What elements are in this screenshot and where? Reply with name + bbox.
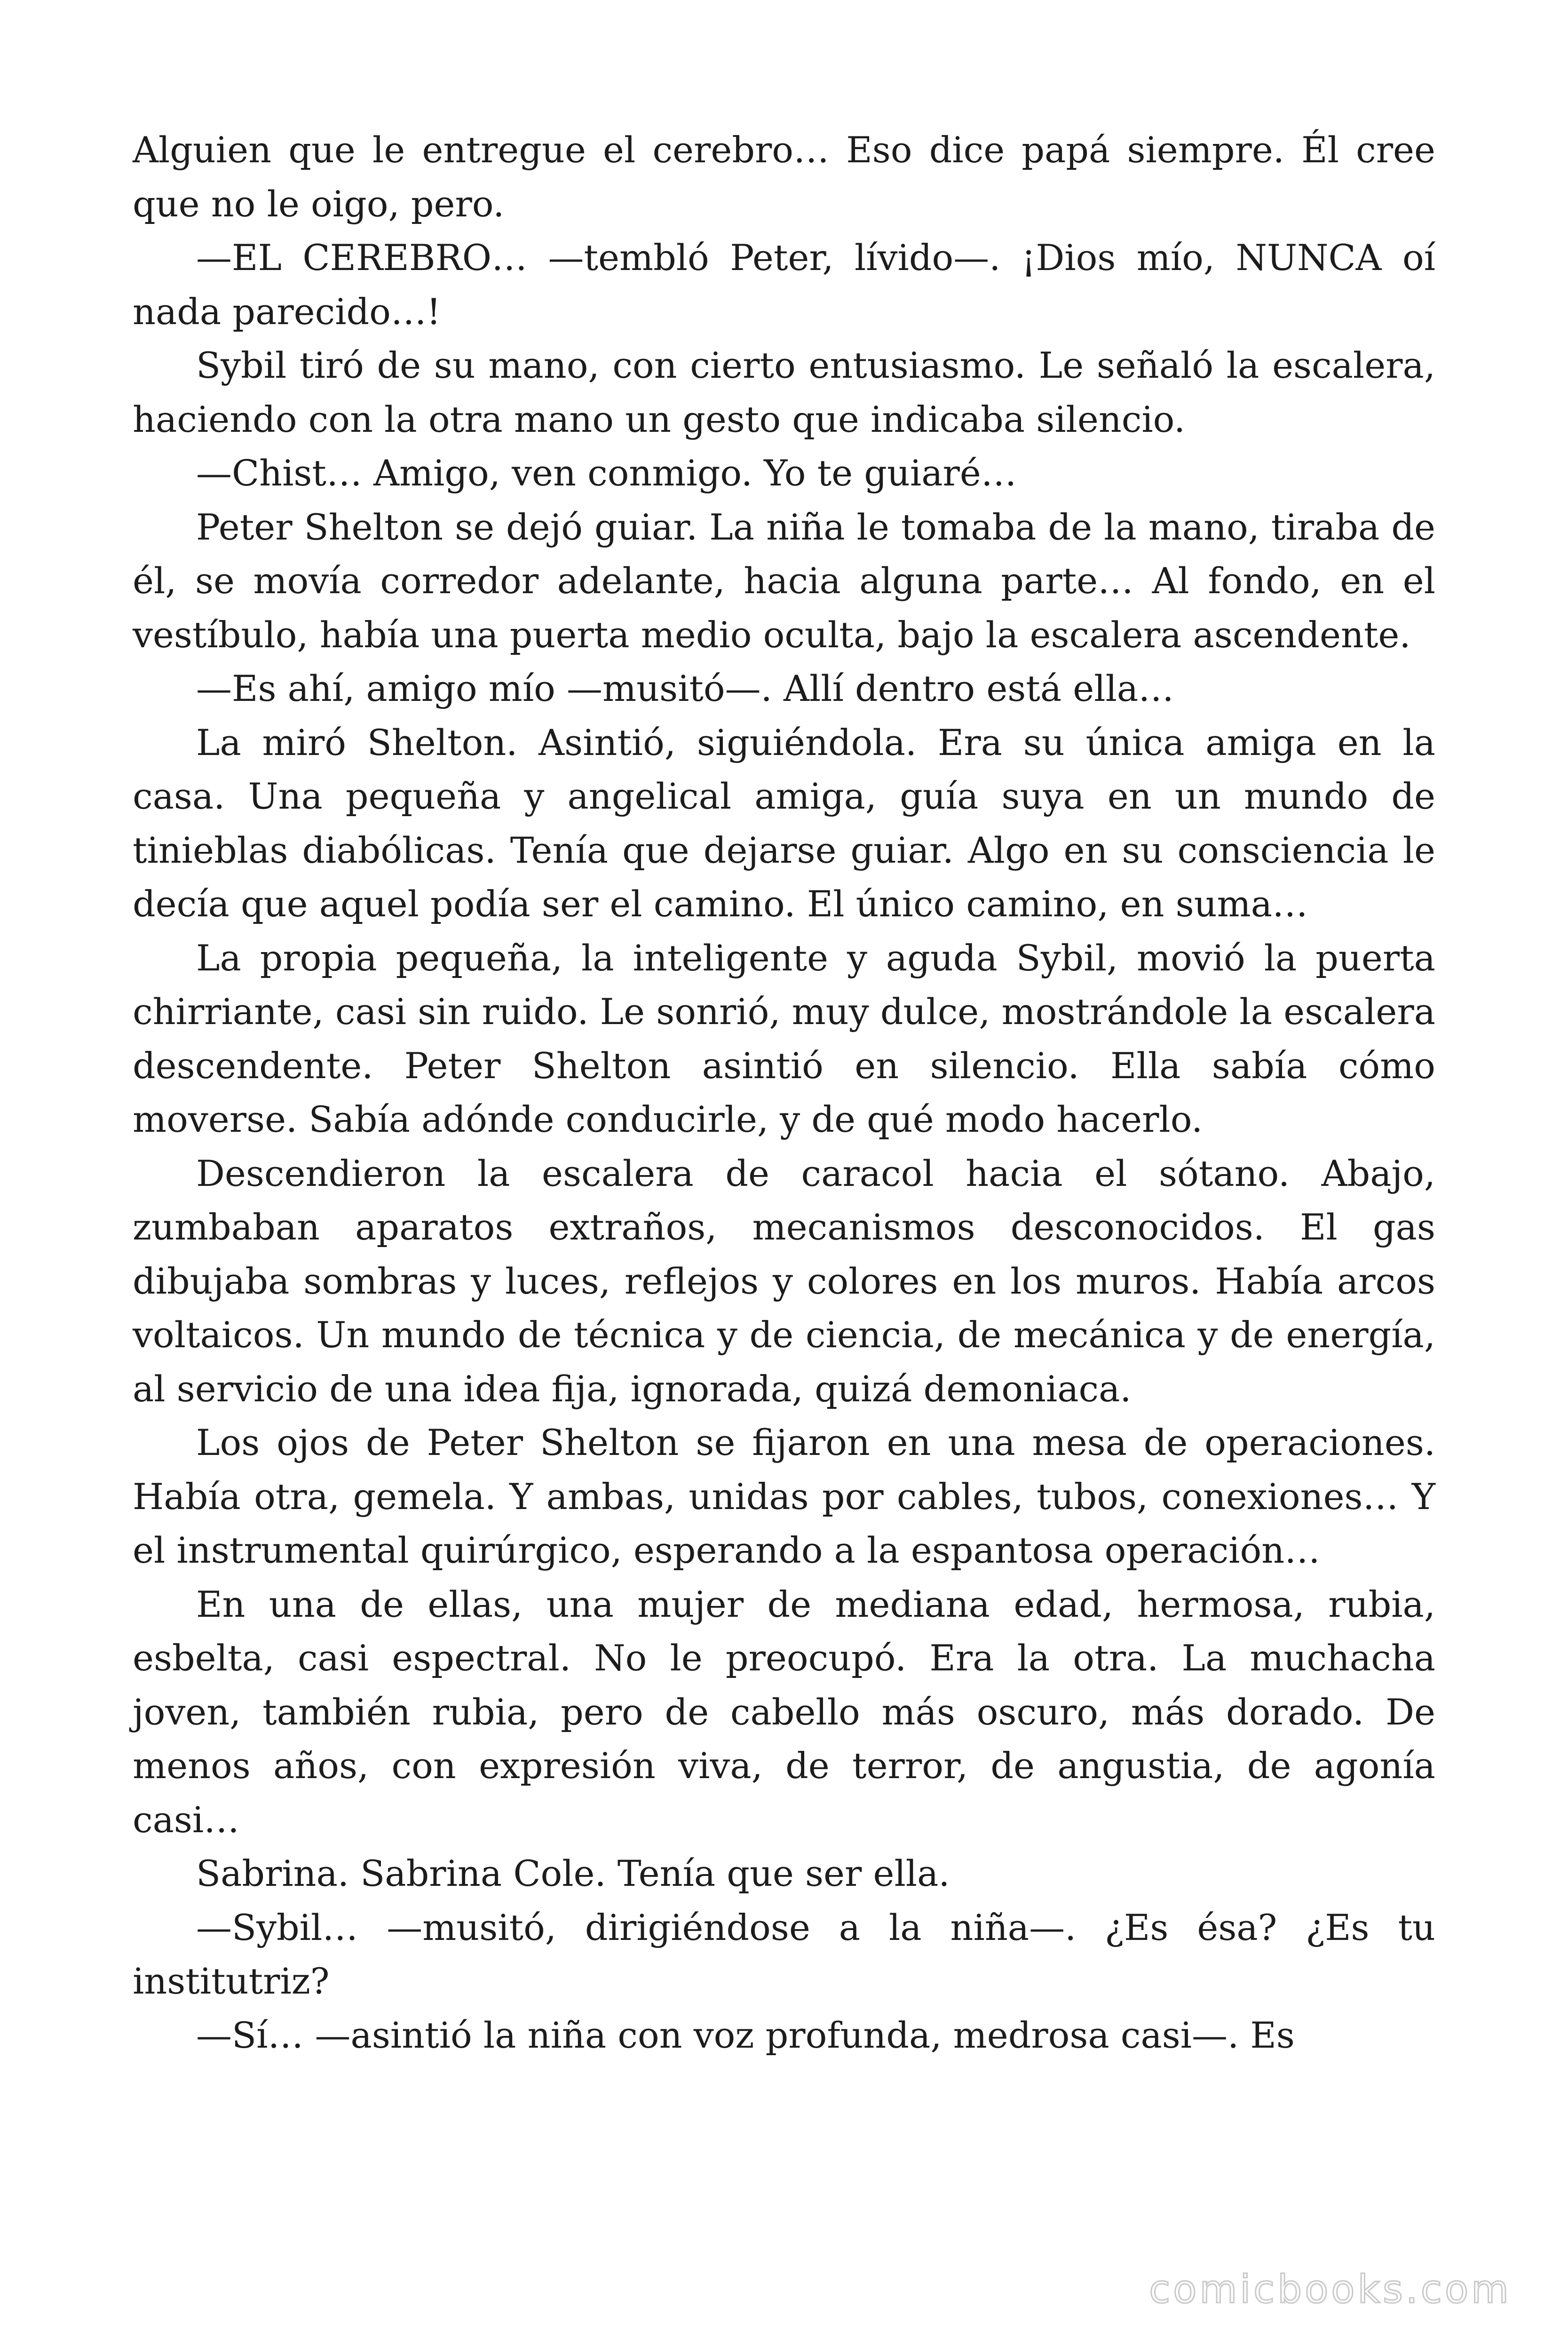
body-text xyxy=(133,123,1435,2062)
paragraph: La propia pequeña, la inteligente y aguda Sybil, movió la puerta chirriante, casi sin ruido. Le sonrió, muy dulce, mostrándole la escalera descendente. Peter Shelton asintió en silencio. Ella sabía cómo moverse. Sabía adónde conducirle, y de qué modo hacerlo. xyxy=(133,937,1435,1140)
paragraph: —EL CEREBRO… —tembló Peter, lívido—. ¡Dios mío, NUNCA oí nada parecido…! xyxy=(133,237,1435,333)
paragraph: —Sybil… —musitó, dirigiéndose a la niña—. ¿Es ésa? ¿Es tu institutriz? xyxy=(133,1906,1435,2002)
paragraph: En una de ellas, una mujer de mediana edad, hermosa, rubia, esbelta, casi espectral. No le preocupó. Era la otra. La muchacha joven, también rubia, pero de cabello más oscuro, más dorado. De menos años, con expresión viva, de terror, de angustia, de agonía casi… xyxy=(133,1583,1435,1841)
paragraph: Descendieron la escalera de caracol hacia el sótano. Abajo, zumbaban aparatos extraños, mecanismos desconocidos. El gas dibujaba sombras y luces, reflejos y colores en los muros. Había arcos voltaicos. Un mundo de técnica y de ciencia, de mecánica y de energía, al servicio de una idea fija, ignorada, quizá demoniaca. xyxy=(133,1152,1435,1410)
paragraph: Peter Shelton se dejó guiar. La niña le tomaba de la mano, tiraba de él, se movía corredor adelante, hacia alguna parte… Al fondo, en el vestíbulo, había una puerta medio oculta, bajo la escalera ascendente. xyxy=(133,506,1435,656)
paragraph: —Es ahí, amigo mío —musitó—. Allí dentro está ella… xyxy=(196,667,1174,709)
paragraph: La miró Shelton. Asintió, siguiéndola. Era su única amiga en la casa. Una pequeña y angelical amiga, guía suya en un mundo de tinieblas diabólicas. Tenía que dejarse guiar. Algo en su consciencia le decía que aquel podía ser el camino. El único camino, en suma… xyxy=(133,721,1435,925)
paragraph: Sabrina. Sabrina Cole. Tenía que ser ella. xyxy=(196,1852,950,1894)
paragraph: Sybil tiró de su mano, con cierto entusiasmo. Le señaló la escalera, haciendo con la otra mano un gesto que indicaba silencio. xyxy=(133,344,1435,440)
paragraph: —Chist… Amigo, ven conmigo. Yo te guiaré… xyxy=(196,452,1017,494)
paragraph: —Sí… —asintió la niña con voz profunda, medrosa casi—. Es xyxy=(196,2014,1295,2056)
paragraph: Los ojos de Peter Shelton se fijaron en una mesa de operaciones. Había otra, gemela. Y ambas, unidas por cables, tubos, conexiones… Y el instrumental quirúrgico, esperando a la espantosa operación… xyxy=(133,1422,1435,1571)
watermark: comicbooks.com xyxy=(1149,2267,1512,2312)
paragraph: Alguien que le entregue el cerebro… Eso dice papá siempre. Él cree que no le oigo, pero. xyxy=(133,129,1435,225)
